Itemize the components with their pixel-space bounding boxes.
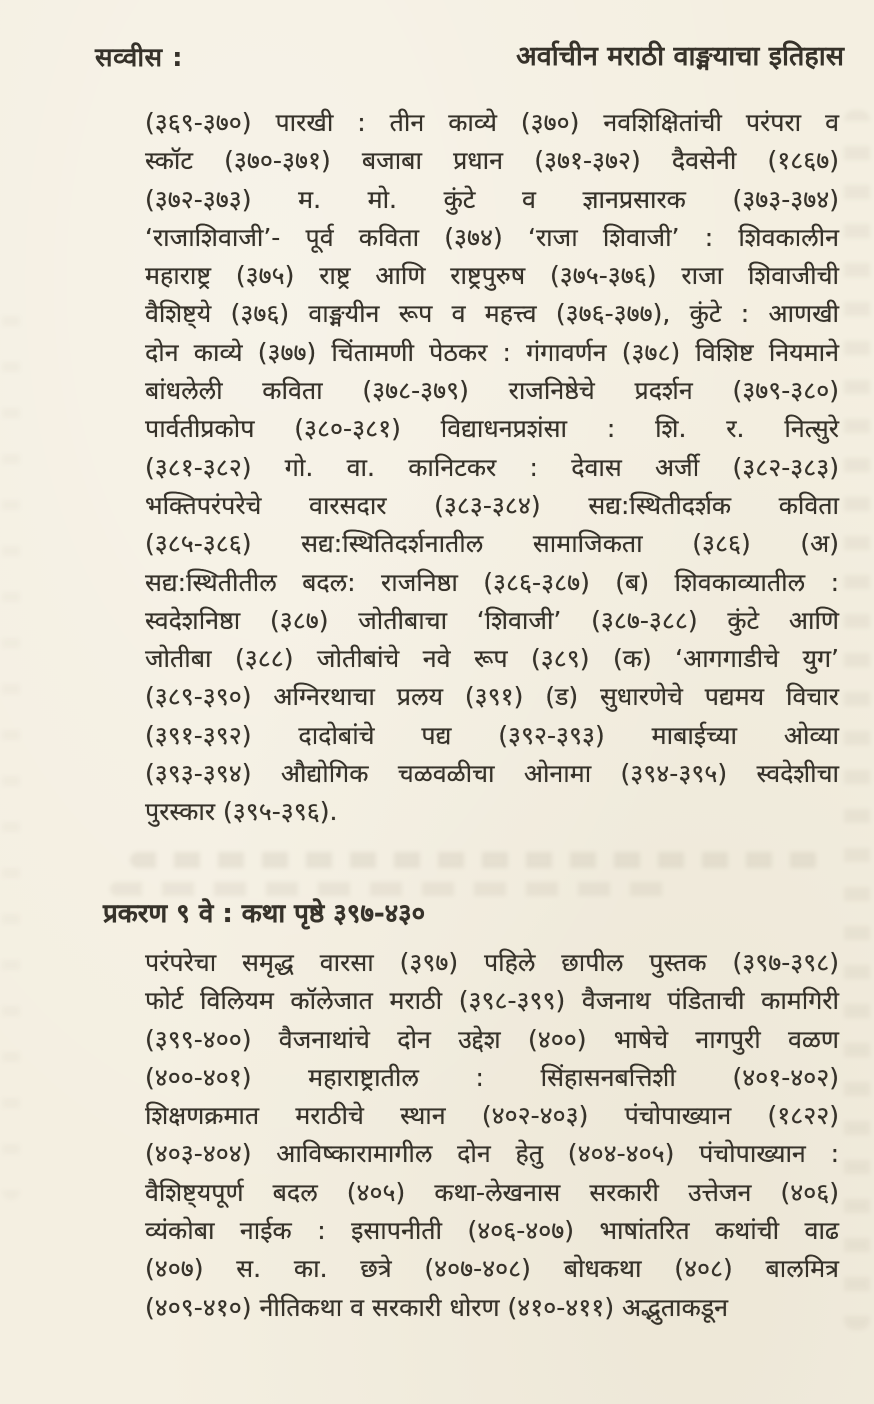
toc-line: (३९९-४००) वैजनाथांचे दोन उद्देश (४००) भाषेचे नागपुरी वळण	[145, 1024, 839, 1054]
toc-line: सद्य:स्थितीतील बदल: राजनिष्ठा (३८६-३८७) (ब) शिवकाव्यातील :	[145, 567, 839, 597]
toc-line: परंपरेचा समृद्ध वारसा (३९७) पहिले छापील पुस्तक (३९७-३९८)	[145, 948, 839, 977]
toc-line: वैशिष्ट्यपूर्ण बदल (४०५) कथा-लेखनास सरकारी उत्तेजन (४०६)	[145, 1177, 839, 1207]
toc-line: (३९१-३९२) दादोबांचे पद्य (३९२-३९३) माबाईच्या ओव्या	[145, 720, 839, 750]
toc-line: वैशिष्ट्ये (३७६) वाङ्मयीन रूप व महत्त्व (३७६-३७७), कुंटे : आणखी	[145, 299, 839, 329]
toc-line: महाराष्ट्र (३७५) राष्ट्र आणि राष्ट्रपुरुष (३७५-३७६) राजा शिवाजीची	[145, 261, 839, 291]
toc-paragraph-chapter-8	[145, 104, 839, 832]
toc-line: (३७२-३७३) म. मो. कुंटे व ज्ञानप्रसारक (३७३-३७४)	[145, 184, 839, 214]
bleed-through-artifact	[130, 852, 820, 868]
page-number-label: सव्वीस :	[95, 43, 184, 73]
toc-line: (३८१-३८२) गो. वा. कानिटकर : देवास अर्जी (३८२-३८३)	[145, 452, 839, 482]
toc-line: (३८५-३८६) सद्य:स्थितिदर्शनातील सामाजिकता (३८६) (अ)	[145, 529, 839, 559]
toc-line: बांधलेली कविता (३७८-३७९) राजनिष्ठेचे प्रदर्शन (३७९-३८०)	[145, 376, 839, 406]
toc-line: (४०९-४१०) नीतिकथा व सरकारी धोरण (४१०-४११) अद्भुताकडून	[145, 1292, 729, 1322]
toc-line: पुरस्कार (३९५-३९६).	[145, 797, 338, 827]
bleed-through-artifact	[2, 300, 20, 1200]
toc-line: ‘राजाशिवाजी’- पूर्व कविता (३७४) ‘राजा शिवाजी’ : शिवकालीन	[145, 222, 839, 252]
toc-line: (३८९-३९०) अग्निरथाचा प्रलय (३९१) (ड) सुधारणेचे पद्यमय विचार	[145, 682, 839, 712]
toc-line: दोन काव्ये (३७७) चिंतामणी पेठकर : गंगावर्णन (३७८) विशिष्ट नियमाने	[145, 337, 839, 367]
toc-line: स्कॉट (३७०-३७१) बजाबा प्रधान (३७१-३७२) दैवसेनी (१८६७)	[145, 146, 839, 176]
toc-line: जोतीबा (३८८) जोतीबांचे नवे रूप (३८९) (क) ‘आगगाडीचे युग’	[145, 644, 839, 674]
bleed-through-artifact	[844, 110, 870, 1330]
toc-line: (४०७) स. का. छत्रे (४०७-४०८) बोधकथा (४०८) बालमित्र	[145, 1254, 839, 1284]
chapter-heading: प्रकरण ९ वे : कथा पृष्ठे ३९७-४३०	[103, 899, 426, 929]
toc-paragraph-chapter-9	[145, 944, 839, 1327]
toc-line: पार्वतीप्रकोप (३८०-३८१) विद्याधनप्रशंसा : शि. र. नित्सुरे	[145, 414, 839, 444]
toc-line: (३९३-३९४) औद्योगिक चळवळीचा ओनामा (३९४-३९५) स्वदेशीचा	[145, 759, 839, 789]
toc-line: शिक्षणक्रमात मराठीचे स्थान (४०२-४०३) पंचोपाख्यान (१८२२)	[145, 1101, 839, 1131]
toc-line: स्वदेशनिष्ठा (३८७) जोतीबाचा ‘शिवाजी’ (३८७-३८८) कुंटे आणि	[145, 605, 839, 635]
toc-line: व्यंकोबा नाईक : इसापनीती (४०६-४०७) भाषांतरित कथांची वाढ	[145, 1216, 839, 1246]
toc-line: भक्तिपरंपरेचे वारसदार (३८३-३८४) सद्य:स्थितीदर्शक कविता	[145, 490, 839, 520]
book-title: अर्वाचीन मराठी वाङ्मयाचा इतिहास	[516, 41, 844, 72]
toc-line: फोर्ट विलियम कॉलेजात मराठी (३९८-३९९) वैजनाथ पंडिताची कामगिरी	[145, 986, 839, 1016]
toc-line: (३६९-३७०) पारखी : तीन काव्ये (३७०) नवशिक्षितांची परंपरा व	[145, 108, 839, 137]
toc-line: (४०३-४०४) आविष्कारामागील दोन हेतु (४०४-४०५) पंचोपाख्यान :	[145, 1139, 839, 1169]
toc-line: (४००-४०१) महाराष्ट्रातील : सिंहासनबत्तिशी (४०१-४०२)	[145, 1062, 839, 1092]
